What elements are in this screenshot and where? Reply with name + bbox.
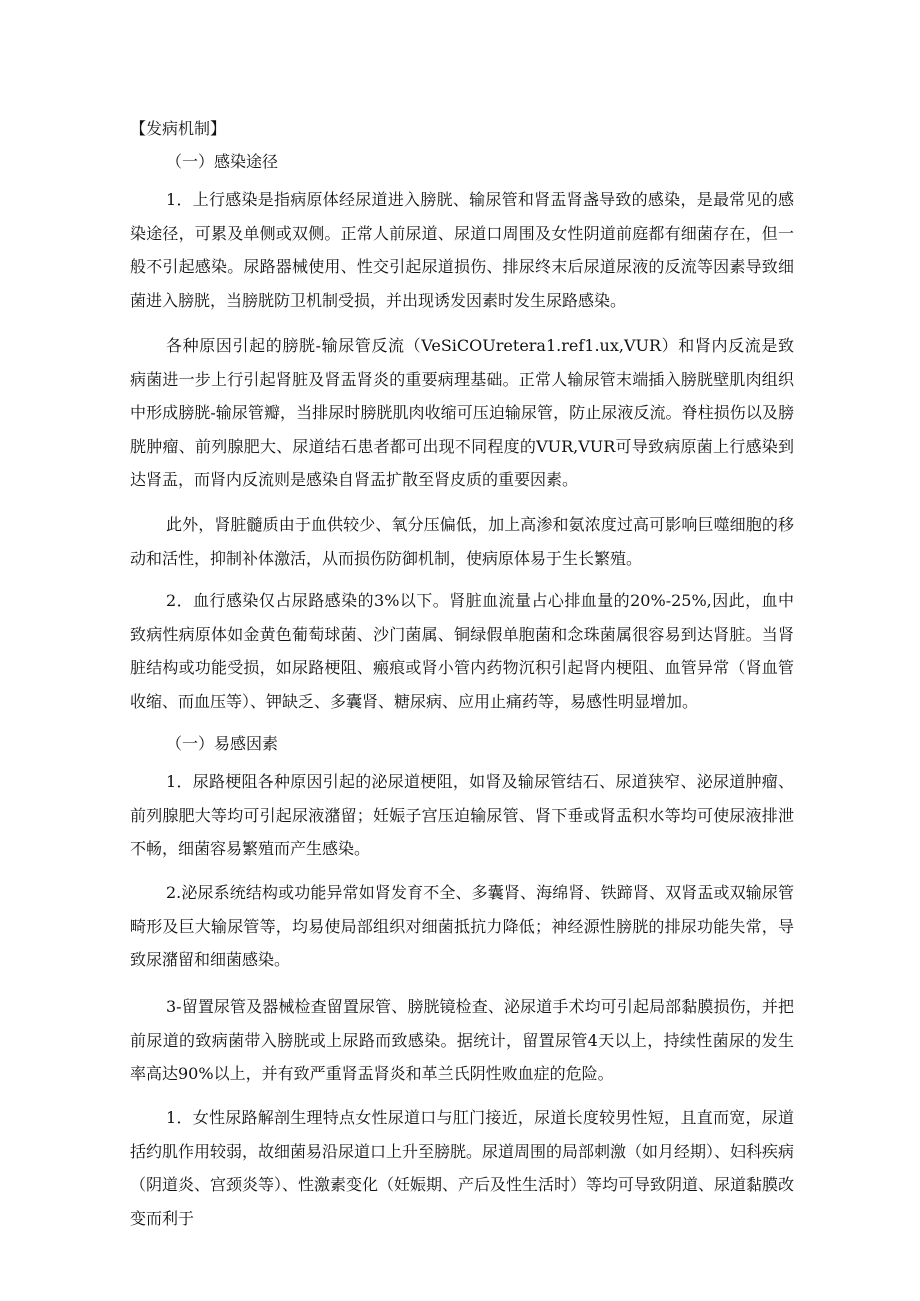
- paragraph-renal-medulla: 此外，肾脏髓质由于血供较少、氧分压偏低，加上高渗和氨浓度过高可影响巨噬细胞的移动和活性，抑制补体激活，从而损伤防御机制，使病原体易于生长繁殖。: [130, 515, 794, 568]
- subsection-title-infection-route: （一）感染途径: [166, 152, 279, 171]
- paragraph-hematogenous-infection: 2．血行感染仅占尿路感染的3%以下。肾脏血流量占心排血量的20%-25%,因此，血中致病性病原体如金黄色葡萄球菌、沙门菌属、铜绿假单胞菌和念珠菌属很容易到达肾脏。当肾脏结构或功能受损，如尿路梗阻、瘢痕或肾小管内药物沉积引起肾内梗阻、血管异常（肾血管收缩、而血压等）、钾缺乏、多囊肾、糖尿病、应用止痛药等，易感性明显增加。: [130, 591, 794, 711]
- section-heading: 【发病机制】: [130, 119, 227, 138]
- subsection-title-susceptibility: （一）易感因素: [166, 734, 279, 753]
- paragraph-vesicoureteral-reflux: 各种原因引起的膀胱-输尿管反流（VeSiCOUretera1.ref1.ux,VUR）和肾内反流是致病菌进一步上行引起肾脏及肾盂肾炎的重要病理基础。正常人输尿管末端插入膀胱壁肌肉组织中形成膀胱-输尿管瓣，当排尿时膀胱肌肉收缩可压迫输尿管，防止尿液反流。脊柱损伤以及膀胱肿瘤、前列腺肥大、尿道结石患者都可出现不同程度的VUR,VUR可导致病原菌上行感染到达肾盂，而肾内反流则是感染自肾盂扩散至肾皮质的重要因素。: [130, 336, 794, 489]
- paragraph-female-anatomy: 1．女性尿路解剖生理特点女性尿道口与肛门接近，尿道长度较男性短，且直而宽，尿道括约肌作用较弱，故细菌易沿尿道口上升至膀胱。尿道周围的局部刺激（如月经期）、妇科疾病（阴道炎、宫颈炎等）、性激素变化（妊娠期、产后及性生活时）等均可导致阴道、尿道黏膜改变而利于: [130, 1108, 795, 1228]
- paragraph-ascending-infection: 1．上行感染是指病原体经尿道进入膀胱、输尿管和肾盂肾盏导致的感染，是最常见的感染途径，可累及单侧或双侧。正常人前尿道、尿道口周围及女性阴道前庭都有细菌存在，但一般不引起感染。尿路器械使用、性交引起尿道损伤、排尿终末后尿道尿液的反流等因素导致细菌进入膀胱，当膀胱防卫机制受损，并出现诱发因素时发生尿路感染。: [130, 190, 794, 310]
- paragraph-structural-abnormality: 2.泌尿系统结构或功能异常如肾发育不全、多囊肾、海绵肾、铁蹄肾、双肾盂或双输尿管畸形及巨大输尿管等，均易使局部组织对细菌抵抗力降低；神经源性膀胱的排尿功能失常，导致尿潴留和细菌感染。: [130, 883, 794, 969]
- paragraph-catheterization: 3-留置尿管及器械检查留置尿管、膀胱镜检查、泌尿道手术均可引起局部黏膜损伤，并把前尿道的致病菌带入膀胱或上尿路而致感染。据统计，留置尿管4天以上，持续性菌尿的发生率高达90%以上，并有致严重肾盂肾炎和革兰氏阴性败血症的危险。: [130, 997, 794, 1083]
- paragraph-urinary-obstruction: 1．尿路梗阻各种原因引起的泌尿道梗阻，如肾及输尿管结石、尿道狭窄、泌尿道肿瘤、前列腺肥大等均可引起尿液潴留；妊娠子宫压迫输尿管、肾下垂或肾盂积水等均可使尿液排泄不畅，细菌容易繁殖而产生感染。: [130, 772, 794, 858]
